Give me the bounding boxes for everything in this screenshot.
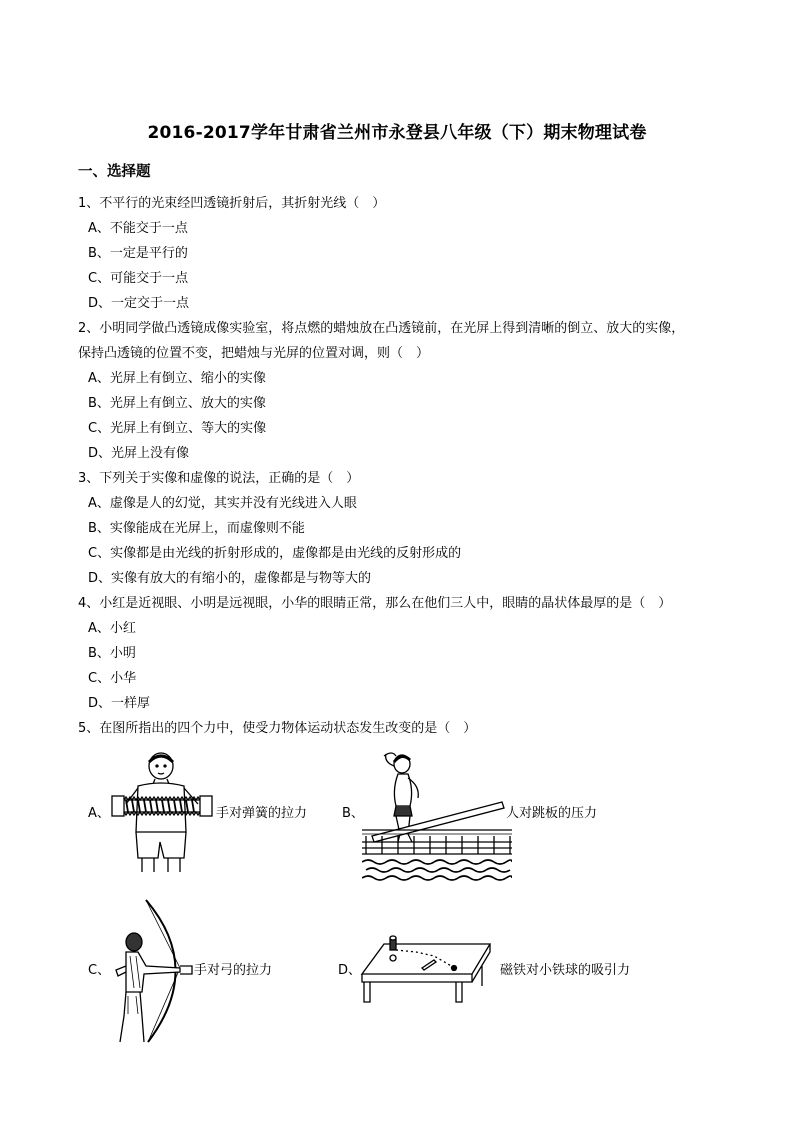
section-heading: 一、选择题 <box>78 164 151 180</box>
figure-d-caption: 磁铁对小铁球的吸引力 <box>500 963 631 978</box>
page-title: 2016-2017学年甘肃省兰州市永登县八年级（下）期末物理试卷 <box>147 123 647 143</box>
figure-a-spring-illustration <box>108 750 218 875</box>
figure-d-magnet-illustration <box>356 934 496 1004</box>
question-4-option-b[interactable]: B、小明 <box>88 646 136 661</box>
question-3-option-b[interactable]: B、实像能成在光屏上，而虚像则不能 <box>88 521 305 536</box>
figure-c-letter[interactable]: C、 <box>88 963 111 978</box>
figure-a-caption: 手对弹簧的拉力 <box>216 806 308 821</box>
figure-b-letter[interactable]: B、 <box>342 806 364 821</box>
question-1-option-a[interactable]: A、不能交于一点 <box>88 221 188 236</box>
question-1-option-c[interactable]: C、可能交于一点 <box>88 271 189 286</box>
question-4-option-c[interactable]: C、小华 <box>88 671 137 686</box>
question-3-option-c[interactable]: C、实像都是由光线的折射形成的，虚像都是由光线的反射形成的 <box>88 546 462 561</box>
question-1-option-d[interactable]: D、一定交于一点 <box>88 296 190 311</box>
question-3-stem: 3、下列关于实像和虚像的说法，正确的是（ ） <box>78 471 360 486</box>
question-3-option-a[interactable]: A、虚像是人的幻觉，其实并没有光线进入人眼 <box>88 496 357 511</box>
question-2-stem-line-2: 保持凸透镜的位置不变，把蜡烛与光屏的位置对调，则（ ） <box>78 346 430 361</box>
figure-b-caption: 人对跳板的压力 <box>506 806 598 821</box>
question-2-option-d[interactable]: D、光屏上没有像 <box>88 446 190 461</box>
question-4-stem: 4、小红是近视眼、小明是远视眼，小华的眼睛正常，那么在他们三人中，眼睛的晶状体最厚的是（ ） <box>78 596 672 611</box>
question-1-stem: 1、不平行的光束经凹透镜折射后，其折射光线（ ） <box>78 196 386 211</box>
question-5-stem: 5、在图所指出的四个力中，使受力物体运动状态发生改变的是（ ） <box>78 721 477 736</box>
question-3-option-d[interactable]: D、实像有放大的有缩小的，虚像都是与物等大的 <box>88 571 372 586</box>
question-2-stem-line-1: 2、小明同学做凸透镜成像实验室，将点燃的蜡烛放在凸透镜前，在光屏上得到清晰的倒立、放大的实像， <box>78 321 685 336</box>
figure-c-caption: 手对弓的拉力 <box>194 963 273 978</box>
figure-b-springboard-illustration <box>362 750 512 882</box>
question-2-option-a[interactable]: A、光屏上有倒立、缩小的实像 <box>88 371 266 386</box>
question-4-option-d[interactable]: D、一样厚 <box>88 696 151 711</box>
question-2-option-b[interactable]: B、光屏上有倒立、放大的实像 <box>88 396 266 411</box>
question-2-option-c[interactable]: C、光屏上有倒立、等大的实像 <box>88 421 267 436</box>
question-4-option-a[interactable]: A、小红 <box>88 621 136 636</box>
figure-c-bow-illustration <box>106 896 196 1046</box>
figure-d-letter[interactable]: D、 <box>338 963 362 978</box>
figure-a-letter[interactable]: A、 <box>88 806 110 821</box>
question-1-option-b[interactable]: B、一定是平行的 <box>88 246 188 261</box>
